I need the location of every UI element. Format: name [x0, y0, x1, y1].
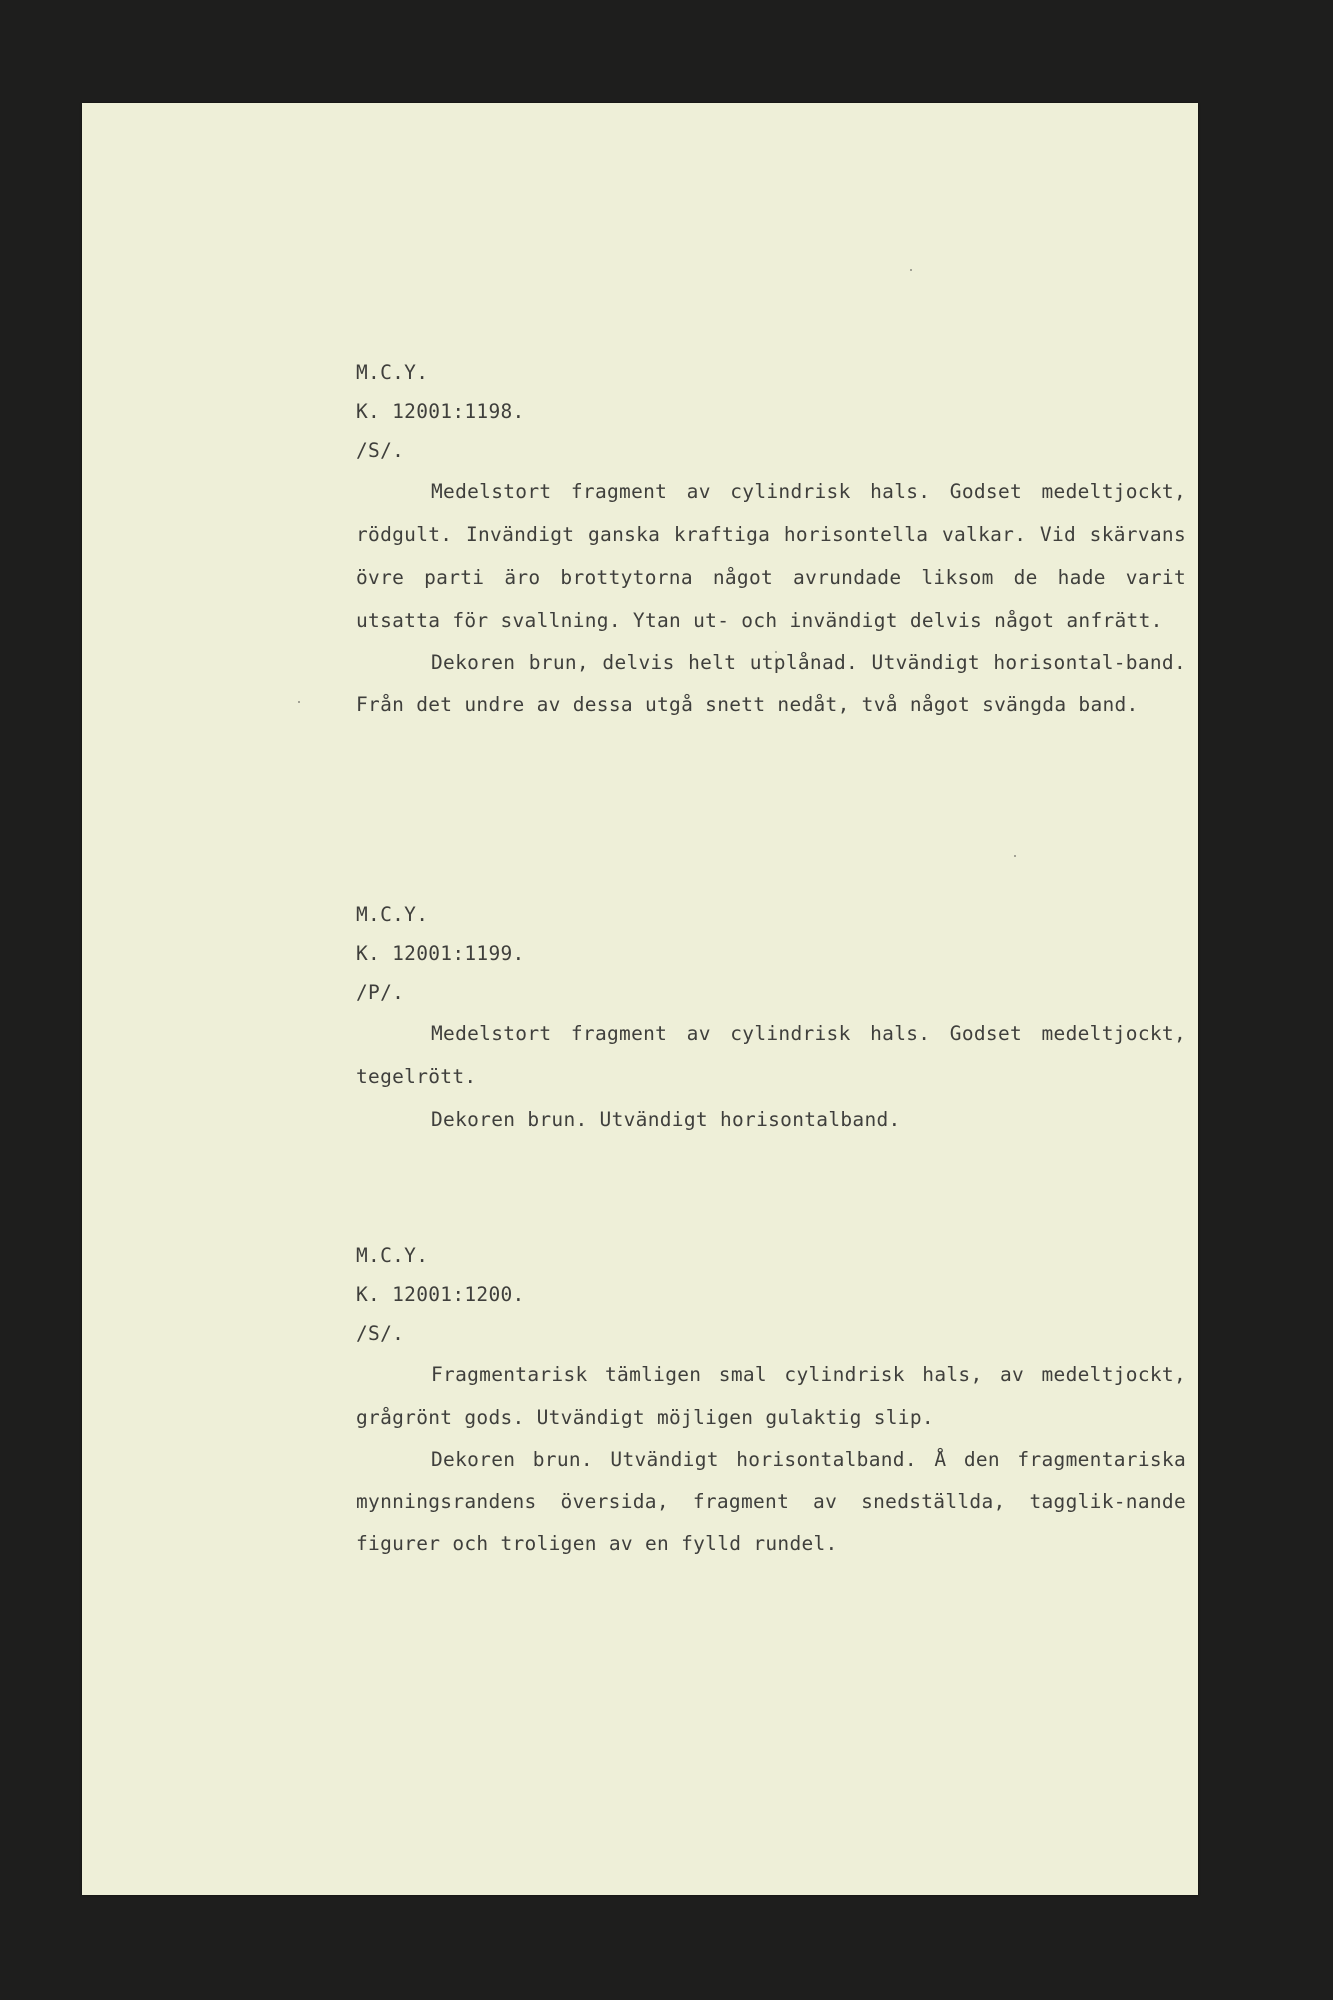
- catalog-number: K. 12001:1200.: [356, 1283, 525, 1306]
- site-code: M.C.Y.: [356, 1244, 429, 1267]
- catalog-entry: [356, 895, 1186, 1141]
- description-paragraph: Medelstort fragment av cylindrisk hals. Godset medeltjockt, tegelrött.: [356, 1022, 1186, 1088]
- paper-speck: [910, 269, 912, 271]
- type-code: /P/.: [356, 981, 405, 1004]
- decoration-paragraph: Dekoren brun, delvis helt utplånad. Utvändigt horisontal-band. Från det undre av dessa utgå snett nedåt, två något svängda band.: [356, 651, 1186, 716]
- decoration-paragraph: Dekoren brun. Utvändigt horisontalband. Å den fragmentariska mynningsrandens översida, fragment av snedställda, tagglik-nande figurer och troligen av en fylld rundel.: [356, 1448, 1186, 1555]
- decoration-paragraph: Dekoren brun. Utvändigt horisontalband.: [431, 1108, 901, 1131]
- catalog-entry: [356, 1236, 1186, 1565]
- type-code: /S/.: [356, 1322, 405, 1345]
- type-code: /S/.: [356, 439, 405, 462]
- description-paragraph: Fragmentarisk tämligen smal cylindrisk hals, av medeltjockt, grågrönt gods. Utvändigt möjligen gulaktig slip.: [356, 1363, 1186, 1429]
- site-code: M.C.Y.: [356, 903, 429, 926]
- catalog-number: K. 12001:1199.: [356, 942, 525, 965]
- catalog-number: K. 12001:1198.: [356, 400, 525, 423]
- paper-speck: [298, 701, 300, 703]
- paper-speck: [1014, 855, 1016, 857]
- description-paragraph: Medelstort fragment av cylindrisk hals. Godset medeltjockt, rödgult. Invändigt ganska kraftiga horisontella valkar. Vid skärvans övre parti äro brottytorna något avrundade liksom de hade varit utsatta för svallning. Ytan ut- och invändigt delvis något anfrätt.: [356, 480, 1186, 632]
- document-page: [82, 103, 1198, 1895]
- site-code: M.C.Y.: [356, 361, 429, 384]
- catalog-entry: [356, 353, 1186, 726]
